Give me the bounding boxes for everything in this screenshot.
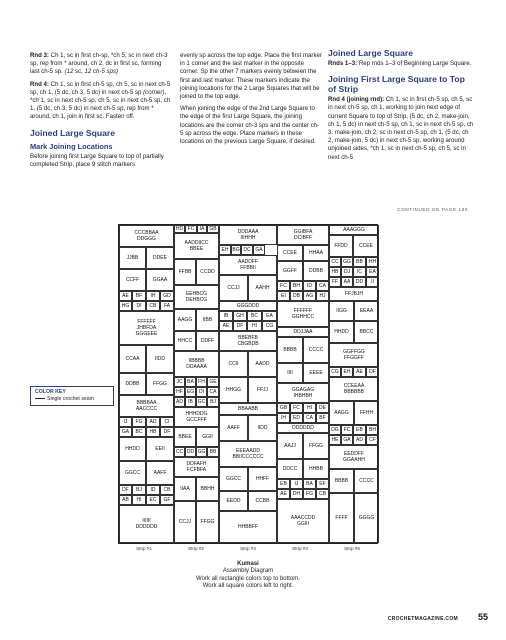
diagram-cell: IH (277, 413, 290, 423)
diagram-cell: BH (366, 425, 379, 435)
diagram-cell: BJ (207, 397, 219, 407)
diagram-cell: DDDDDD (277, 423, 329, 433)
diagram-cell: GF (160, 495, 174, 505)
diagram-cell: CA (207, 387, 219, 397)
diagram-cell: HHHDDG GCCFFF (174, 407, 219, 427)
diagram-cell: DF (160, 427, 174, 437)
diagram-cell: BF (316, 413, 329, 423)
diagram-cell: BF (132, 291, 146, 301)
diagram-cell: IIDD (248, 415, 277, 441)
strip-label: Strip #2 (188, 546, 204, 551)
color-key-title: COLOR KEY (35, 389, 66, 395)
diagram-cell: FG (303, 489, 316, 499)
diagram-cell: CCFF (119, 269, 146, 291)
diagram-cell: BBCC (354, 321, 379, 343)
subsection-heading: Mark Joining Locations (30, 141, 113, 151)
diagram-cell: HH (366, 257, 379, 267)
diagram-cell: HB (146, 427, 160, 437)
diagram-cell: HHBBFF (219, 511, 277, 543)
diagram-cell: FH (196, 377, 207, 387)
diagram-cell: CCEEAA BBBBBB (329, 377, 379, 401)
diagram-cell: BBBBAA AACCCC (119, 395, 174, 417)
section-heading: Joined Large Square (328, 48, 414, 58)
diagram-cell: FA (160, 301, 174, 311)
diagram-cell: EEEE (303, 363, 329, 383)
strip-label: Strip #3 (240, 546, 256, 551)
continued-note: CONTINUED ON PAGE 130 (397, 207, 468, 212)
caption-line: Work all square colors left to right. (202, 583, 294, 590)
diagram-cell: BBAABB (219, 403, 277, 415)
diagram-cell: FFGG (146, 373, 174, 395)
strip-label: Strip #5 (344, 546, 360, 551)
diagram-cell: CA (316, 281, 329, 291)
color-key-item: Single crochet seam (35, 396, 109, 403)
assembly-diagram (118, 224, 378, 544)
markers-paragraph: evenly sp across the top edge. Place the first marker in 1 corner and the last marker in the opposite corner. Sp the other 7 markers evenly between the first and last marker. These markers indicate the joining locations for the 2 Large Squares that will be joined to the top edge. (180, 52, 322, 101)
diagram-cell: AE (277, 489, 290, 499)
diagram-cell: IIII (277, 363, 303, 383)
diagram-cell: HHDD (329, 321, 354, 343)
diagram-cell: AB (119, 495, 132, 505)
diagram-cell: GB (277, 403, 290, 413)
diagram-cell: GGFFGG FFGGFF (329, 343, 379, 367)
diagram-cell: AAGG (329, 401, 354, 425)
diagram-caption (118, 561, 378, 591)
diagram-cell: CCCC (354, 469, 379, 493)
diagram-cell: GH (233, 311, 247, 321)
diagram-cell: HJ (316, 291, 329, 301)
diagram-cell: DI (132, 301, 146, 311)
diagram-cell: DF (233, 321, 247, 331)
diagram-cell: II (366, 277, 379, 287)
diagram-cell: FFJJ (248, 377, 277, 403)
diagram-cell: IIBBBB DDAAAA (174, 351, 219, 377)
diagram-cell: CG (262, 321, 277, 331)
diagram-cell: BA (303, 479, 316, 489)
color-key (30, 386, 114, 406)
diagram-cell: IIIIII DDDDDD (119, 505, 174, 543)
diagram-cell: EH (219, 245, 231, 255)
diagram-cell: BC (132, 427, 146, 437)
seam-line-icon (35, 398, 45, 399)
diagram-cell: BC (247, 311, 262, 321)
diagram-cell: AD (146, 417, 160, 427)
diagram-cell: BJ (132, 485, 146, 495)
diagram-cell: DD (186, 449, 195, 455)
diagram-cell: HE (329, 435, 341, 445)
diagram-cell: AADDFF FFBBII (219, 255, 277, 275)
diagram-cell: DC (241, 245, 253, 255)
diagram-cell: JJBB (119, 247, 146, 269)
diagram-cell: DDDAAA IIIHHH (219, 225, 277, 245)
diagram-cell: AAGG (174, 309, 196, 331)
diagram-cell: CCJJ (219, 275, 248, 301)
diagram-cell: DB (290, 291, 303, 301)
diagram-cell: BG (232, 247, 240, 253)
diagram-cell: DDEE (146, 247, 174, 269)
diagram-cell: FF (329, 277, 341, 287)
diagram-cell: BA (185, 377, 196, 387)
diagram-cell: HI (247, 321, 262, 331)
diagram-cell: FFGG (196, 501, 219, 543)
diagram-cell: DDFF (196, 331, 219, 351)
caption-line: Work all rectangle colors top to bottom. (196, 575, 300, 582)
diagram-cell: DD (353, 277, 366, 287)
diagram-cell: GGCC (219, 467, 248, 491)
diagram-cell: CCII (219, 351, 248, 377)
diagram-cell: HHCC (174, 331, 196, 351)
diagram-cell: AE (353, 367, 366, 377)
diagram-cell: DH (290, 489, 303, 499)
diagram-cell: EA (262, 311, 277, 321)
diagram-cell: BH (290, 281, 303, 291)
diagram-cell: FG (132, 417, 146, 427)
rnd4-paragraph: Rnd 4: Ch 1, sc in first ch-5 sp, ch 5, sc in next ch-5 sp, ch 1, (5 dc, ch 3, 5 dc) in next ch-5 sp (corner), *ch 1, sc in next ch-5 sp, ch 5, sc in next ch-5 sp, ch 1, (5 dc, ch 3, 5 dc) in next ch-5 sp, rep from * around, ch 1, join in first sc. Fasten off. (30, 80, 171, 121)
diagram-cell: HD (175, 226, 184, 232)
diagram-cell: GC (197, 399, 206, 405)
diagram-cell: CCAA (119, 345, 146, 373)
diagram-cell: EB (353, 425, 366, 435)
diagram-cell: EEEAADD BBIICCCCCC (219, 441, 277, 467)
diagram-cell: DDBB (119, 373, 146, 395)
diagram-cell: AADDIICC BBEE (174, 233, 219, 259)
diagram-cell: FC (290, 403, 303, 413)
diagram-cell: IIBB (196, 309, 219, 331)
diagram-cell: AAFF (146, 461, 174, 485)
diagram-cell: GGGDDD (219, 301, 277, 311)
diagram-cell: GA (119, 427, 132, 437)
diagram-cell: DDJJAA (277, 327, 329, 337)
diagram-cell: CC (329, 257, 341, 267)
diagram-cell: HI (303, 403, 316, 413)
diagram-cell: GGAGAG IHBHBH (277, 383, 329, 403)
diagram-cell: CB (160, 485, 174, 495)
diagram-cell: GG (341, 257, 353, 267)
joining-paragraph: When joining the edge of the 2nd Large Square to the edge of the first Large Square, the joining locations are the corner ch-3 sps and the center ch-5 sp across the edge. Place markers in these locations on the previous Large Square, if desired. (180, 105, 320, 146)
diagram-cell: CF (366, 435, 379, 445)
diagram-cell: FFJBJH (329, 287, 379, 301)
diagram-cell: GGAA (146, 269, 174, 291)
diagram-cell: GGGG (354, 493, 379, 543)
diagram-cell: DJ (341, 267, 353, 277)
diagram-cell: CCDD (196, 259, 219, 285)
diagram-cell: HHAA (303, 245, 329, 261)
joining-rnd-paragraph: Rnd 4 (joining rnd): Ch 1, sc in first ch-5 sp, ch 5, sc in next ch-5 sp, ch 1, working to join next edge of current Square to top of Strip, (5 dc, ch 2, make-join, ch 1, 5 dc) in next ch-5 sp, ch 1, sc in next ch-5 sp, ch 3, make-join, ch 2, sc in next ch-5 sp, ch 1, (5 dc, ch 2, make-join, 5 dc) in next ch-5 sp, working around unjoined sides, *ch 1, sc in next ch-5 sp, ch 5, sc in next ch-5 (328, 96, 474, 161)
diagram-cell: HHDD (119, 437, 146, 461)
diagram-cell: GA (253, 245, 265, 255)
diagram-cell: IIDD (146, 345, 174, 373)
diagram-cell: IIGG (329, 301, 354, 321)
diagram-cell: CCBB (248, 491, 277, 511)
diagram-cell: EEII (146, 437, 174, 461)
diagram-cell: IB (185, 397, 196, 407)
diagram-cell: EEDDFF GGAAHH (329, 445, 379, 469)
diagram-cell: HG (119, 301, 132, 311)
diagram-cell: BBEBFB CBGBDB (219, 331, 277, 351)
diagram-cell: JC (174, 377, 185, 387)
diagram-cell: FFDD (329, 235, 353, 257)
diagram-cell: EEHBCG DEHBCG (174, 285, 219, 309)
diagram-cell: AG (303, 291, 316, 301)
diagram-cell: DG (329, 425, 341, 435)
diagram-cell: AD (174, 397, 185, 407)
column-left (30, 52, 172, 173)
diagram-cell: EF (316, 479, 329, 489)
diagram-cell: CCCC (303, 337, 329, 363)
diagram-cell: GG (197, 449, 206, 455)
diagram-cell: BBHH (196, 477, 219, 501)
diagram-cell: GGIBFA DCIBFF (277, 225, 329, 245)
strip-labels (118, 546, 378, 551)
diagram-cell: AE (219, 321, 233, 331)
diagram-cell: DE (316, 403, 329, 413)
diagram-cell: CCEE (353, 235, 379, 257)
caption-title: Kumasi (237, 561, 259, 567)
diagram-cell: IIAA (174, 477, 196, 501)
diagram-cell: CA (303, 413, 316, 423)
diagram-cell: EEDD (219, 491, 248, 511)
mark-paragraph: Before joining first Large Square to top of partially completed Strip, place 9 stitch markers (30, 152, 164, 168)
diagram-cell: DDFAFH FCFBFA (174, 457, 219, 477)
diagram-cell: DI (196, 387, 207, 397)
diagram-cell: AAHH (248, 275, 277, 301)
subsection-heading: Joining First Large Square to Top of Strip (328, 74, 465, 95)
diagram-cell: EI (277, 291, 290, 301)
diagram-cell: FFGG (303, 433, 329, 459)
diagram-cell: ID (146, 485, 160, 495)
diagram-cell: HB (329, 267, 341, 277)
diagram-cell: AA (341, 277, 353, 287)
diagram-cell: AADD (248, 351, 277, 377)
diagram-cell: BB (207, 447, 219, 457)
diagram-cell: CCJJ (174, 501, 196, 543)
diagram-cell: AAFF (219, 415, 248, 441)
diagram-cell: CB (146, 301, 160, 311)
diagram-cell: GGCC (119, 461, 146, 485)
diagram-cell: HHFF (248, 467, 277, 491)
diagram-cell: EA (366, 267, 379, 277)
column-right (328, 48, 474, 166)
diagram-cell: ID (303, 281, 316, 291)
diagram-cell: EEAA (354, 301, 379, 321)
diagram-cell: DDCC (277, 459, 303, 479)
diagram-cell: FC (185, 225, 197, 233)
diagram-cell: IJ (119, 417, 132, 427)
page-number: 55 (477, 612, 488, 622)
diagram-cell: FC (277, 281, 290, 291)
diagram-cell: AE (119, 291, 132, 301)
diagram-cell: AD (353, 435, 366, 445)
diagram-cell: CI (160, 417, 174, 427)
diagram-cell: IH (146, 291, 160, 301)
diagram-cell: FFFF (329, 493, 354, 543)
diagram-cell: EH (341, 367, 353, 377)
diagram-cell: GA (341, 435, 353, 445)
diagram-cell: AAJJ (277, 433, 303, 459)
diagram-cell: HHGG (219, 377, 248, 403)
diagram-cell: CCCBBAA DDGGG (119, 225, 174, 247)
diagram-cell: BBEE (174, 427, 196, 447)
rnds-paragraph: Rnds 1–3: Rep rnds 1–3 of Beginning Large Square. (328, 60, 472, 67)
diagram-cell: EG (186, 389, 195, 395)
diagram-cell: GB (207, 225, 219, 233)
diagram-cell: CB (316, 489, 329, 499)
diagram-cell: DF (119, 485, 132, 495)
diagram-cell: BBBB (277, 337, 303, 363)
diagram-cell: FC (341, 425, 353, 435)
diagram-cell: FFFFFF JHBFDA GGGEEE (119, 311, 174, 345)
rnd3-paragraph: Rnd 3: Ch 1, sc in first ch-sp, *ch 5, sc in next ch-3 sp, rep from * around, ch 2, dc in first sc, forming last ch-5 sp. (12 sc, 12 ch-5 sps) (30, 52, 168, 76)
diagram-cell: IC (353, 267, 366, 277)
diagram-cell: IA (197, 225, 207, 233)
diagram-cell: IJ (290, 479, 303, 489)
diagram-cell: ED (290, 413, 303, 423)
caption-line: Assembly Diagram (222, 568, 274, 575)
diagram-cell: FFHH (354, 401, 379, 425)
diagram-cell: BBBB (329, 469, 354, 493)
section-heading: Joined Large Square (30, 127, 116, 138)
column-middle (180, 52, 322, 150)
diagram-cell: AAAGGG (329, 225, 379, 235)
diagram-cell: GD (160, 291, 174, 301)
strip-label: Strip #1 (136, 546, 152, 551)
diagram-cell: GGII (196, 427, 219, 447)
diagram-cell: DF (366, 367, 379, 377)
diagram-cell: FFBB (174, 259, 196, 285)
diagram-cell: GGFF (277, 261, 303, 281)
diagram-cell: IB (219, 311, 233, 321)
diagram-cell: GE (207, 377, 219, 387)
diagram-cell: FFFFFF GGHHCC (277, 301, 329, 327)
diagram-cell: EC (146, 495, 160, 505)
diagram-cell: CG (329, 367, 341, 377)
site-footer: CROCHETMAGAZINE.COM (387, 616, 458, 622)
strip-label: Strip #4 (292, 546, 308, 551)
diagram-cell: DDBB (303, 261, 329, 281)
diagram-cell: AAACCDD GGIII (277, 499, 329, 543)
diagram-cell: HF (174, 387, 185, 397)
diagram-cell: HI (132, 495, 146, 505)
diagram-cell: HHBB (303, 459, 329, 479)
diagram-cell: CC (175, 449, 184, 455)
diagram-cell: CCEE (277, 245, 303, 261)
diagram-cell: EB (277, 479, 290, 489)
diagram-cell: BB (353, 257, 366, 267)
